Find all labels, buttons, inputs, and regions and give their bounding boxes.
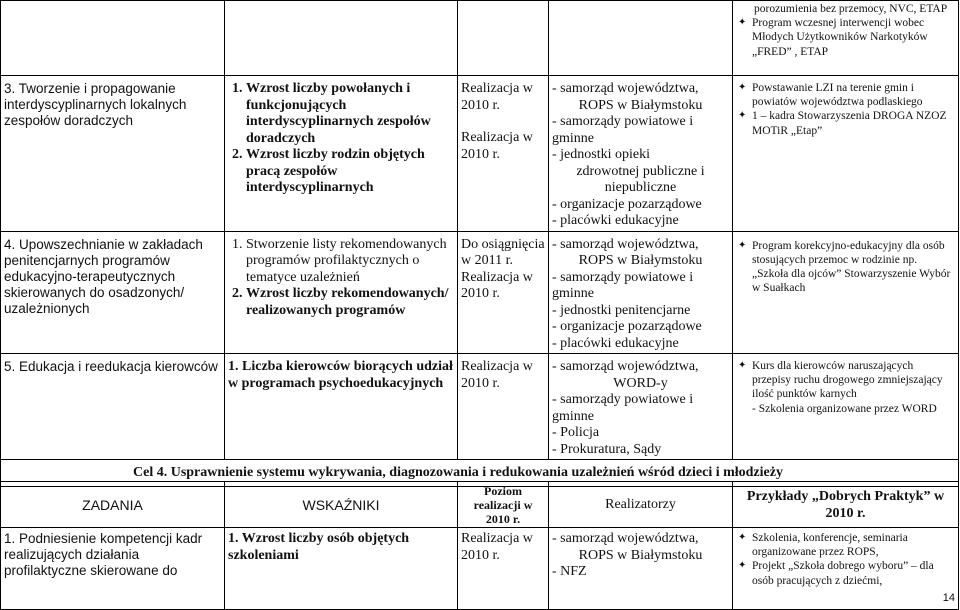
- executor-cell: - samorząd województwa, ROPS w Białymstoku - samorządy powiatowe i gminne - jednostki opieki zdrowotnej publiczne i niepubliczne - organizacje pozarządowe - placówki edukacyjne: [549, 76, 733, 232]
- strategy-table-bottom: [0, 481, 959, 610]
- executor-cell: - samorząd województwa, ROPS w Białymstoku - samorządy powiatowe i gminne - jednostki penitencjarne - organizacje pozarządowe - placówki edukacyjne: [549, 231, 733, 354]
- task-cell: 1. Podniesienie kompetencji kadr realizujących działania profilaktyczne skierowane do: [1, 528, 225, 610]
- task-cell-empty: [1, 1, 225, 76]
- example-text: porozumienia bez przemocy, NVC, ETAP: [754, 3, 948, 15]
- table-row: [1, 528, 959, 610]
- header-indicators: WSKAŹNIKI: [225, 482, 458, 528]
- bullet-icon: ✦: [738, 532, 747, 543]
- goal-heading: Cel 4. Usprawnienie systemu wykrywania, diagnozowania i redukowania uzależnień wśród dzieci i młodzieży: [1, 460, 959, 487]
- list-item: 2. Wzrost liczby rodzin objętych pracą zespołów interdyscyplinarnych: [246, 147, 454, 197]
- indicator-cell: 1. Liczba kierowców biorących udział w programach psychoedukacyjnych: [225, 354, 458, 460]
- indicator-cell: 1. Wzrost liczby osób objętych szkoleniami: [225, 528, 458, 610]
- examples-cell: [733, 354, 959, 460]
- header-examples: Przykłady „Dobrych Praktyk” w 2010 r.: [733, 482, 959, 528]
- list-item: ✦ 1 – kadra Stowarzyszenia DROGA NZOZ MOTiR „Etap”: [738, 110, 947, 137]
- bullet-icon: ✦: [738, 82, 747, 93]
- task-cell: 3. Tworzenie i propagowanie interdyscyplinarnych lokalnych zespołów doradczych: [1, 76, 225, 232]
- header-tasks: ZADANIA: [1, 482, 225, 528]
- bullet-icon: ✦: [738, 360, 747, 371]
- header-executors: Realizatorzy: [549, 482, 733, 528]
- table-row: [1, 76, 959, 232]
- table-row: [1, 1, 959, 76]
- task-cell: 5. Edukacja i reedukacja kierowców: [1, 354, 225, 460]
- bullet-icon: ✦: [738, 239, 747, 251]
- list-item: 1. Wzrost liczby powołanych i funkcjonujących interdyscyplinarnych zespołów doradczych: [246, 81, 454, 147]
- examples-cell: [733, 1, 959, 76]
- executor-cell: - samorząd województwa, ROPS w Białymstoku - NFZ: [549, 528, 733, 610]
- list-item: ✦ Szkolenia, konferencje, seminaria organizowane przez ROPS,: [738, 532, 908, 559]
- list-item: ✦ Program korekcyjno-edukacyjny dla osób stosujących przemoc w rodzinie np. „Szkoła dla ojców” Stowarzyszenie Wybór w Suałkach: [738, 239, 951, 295]
- table-row: [1, 231, 959, 354]
- list-item: 2. Wzrost liczby rekomendowanych/ realizowanych programów: [246, 286, 454, 319]
- list-item: ✦ Kurs dla kierowców naruszających przepisy ruchu drogowego zmniejszający ilość punktów karnych: [738, 360, 943, 401]
- list-item: ✦ Powstawanie LZI na terenie gmin i powiatów województwa podlaskiego: [738, 82, 923, 109]
- bullet-icon: ✦: [738, 560, 747, 572]
- bullet-icon: ✦: [738, 17, 747, 29]
- list-item: 1. Stworzenie listy rekomendowanych programów profilaktycznych o tematyce uzależnień: [246, 237, 454, 287]
- level-cell: Realizacja w 2010 r.: [458, 528, 549, 610]
- examples-cell: [733, 76, 959, 232]
- executor-cell-empty: [549, 1, 733, 76]
- list-item: ✦ Program wczesnej interwencji wobec Młodych Użytkowników Narkotyków „FRED” , ETAP: [738, 17, 928, 58]
- executor-cell: - samorząd województwa, WORD-y - samorządy powiatowe i gminne - Policja - Prokuratura, Sądy: [549, 354, 733, 460]
- task-cell: 4. Upowszechnianie w zakładach penitencjarnych programów edukacyjno-terapeutycznych skierowanych do osadzonych/ uzależnionych: [1, 231, 225, 354]
- table-header-row: [1, 482, 959, 528]
- indicator-cell: [225, 76, 458, 232]
- level-cell: Realizacja w 2010 r. Realizacja w 2010 r.: [458, 76, 549, 232]
- examples-cell: [733, 528, 959, 610]
- indicator-cell: [225, 231, 458, 354]
- table-row: [1, 354, 959, 460]
- level-cell: Do osiągnięcia w 2011 r. Realizacja w 2010 r.: [458, 231, 549, 354]
- page-number: 14: [942, 592, 955, 604]
- level-cell: Realizacja w 2010 r.: [458, 354, 549, 460]
- header-level: Poziom realizacji w 2010 r.: [458, 482, 549, 528]
- indicator-cell-empty: [225, 1, 458, 76]
- examples-cell: [733, 231, 959, 354]
- example-text: - Szkolenia organizowane przez WORD: [752, 402, 937, 415]
- level-cell-empty: [458, 1, 549, 76]
- bullet-icon: ✦: [738, 110, 747, 122]
- list-item: ✦ Projekt „Szkoła dobrego wyboru” – dla osób pracujących z dziećmi,: [738, 560, 934, 587]
